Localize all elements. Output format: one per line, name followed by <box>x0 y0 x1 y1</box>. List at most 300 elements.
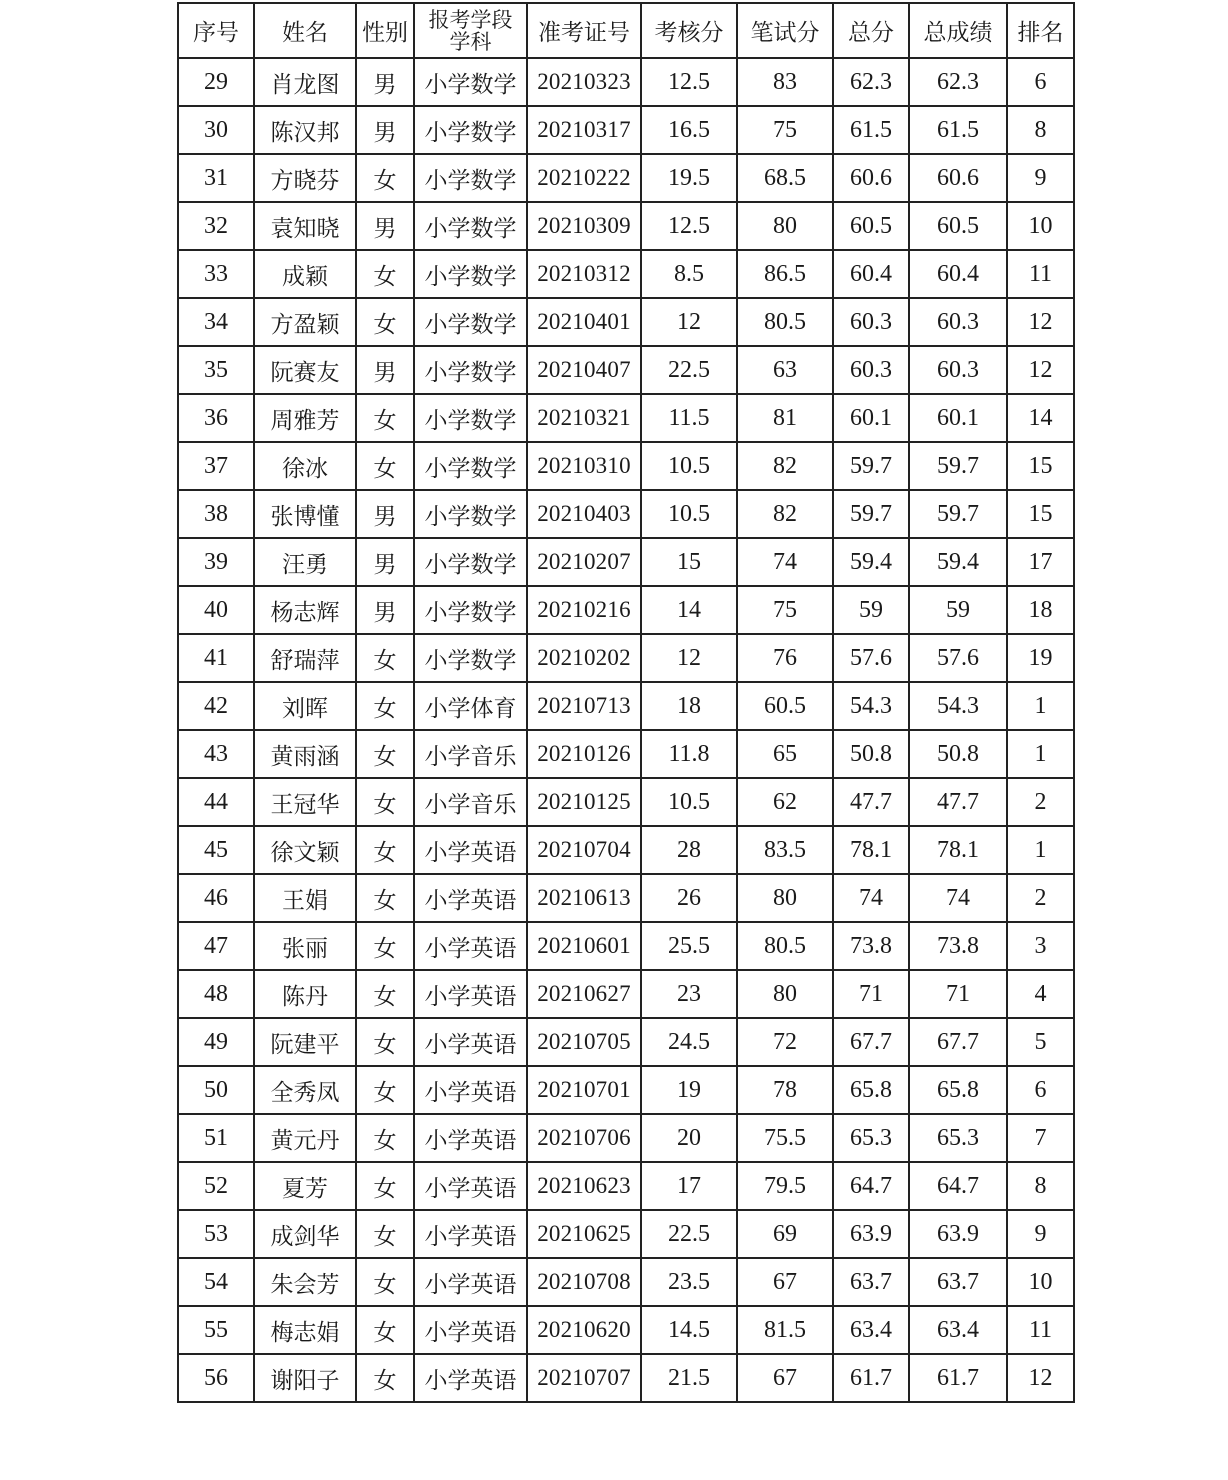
table-row <box>178 202 1074 250</box>
cell-ticket: 20210403 <box>527 490 641 538</box>
cell-assessment: 16.5 <box>641 106 737 154</box>
cell-total: 60.5 <box>833 202 909 250</box>
cell-gender: 女 <box>356 730 414 778</box>
cell-rank: 12 <box>1007 298 1074 346</box>
cell-overall: 60.3 <box>909 346 1007 394</box>
cell-rank: 12 <box>1007 346 1074 394</box>
cell-seq: 41 <box>178 634 254 682</box>
cell-overall: 65.8 <box>909 1066 1007 1114</box>
header-written: 笔试分 <box>737 3 833 58</box>
cell-seq: 40 <box>178 586 254 634</box>
cell-total: 59.7 <box>833 490 909 538</box>
cell-overall: 60.3 <box>909 298 1007 346</box>
cell-seq: 50 <box>178 1066 254 1114</box>
cell-rank: 17 <box>1007 538 1074 586</box>
cell-name: 成颖 <box>254 250 356 298</box>
cell-written: 75 <box>737 106 833 154</box>
cell-seq: 30 <box>178 106 254 154</box>
cell-total: 47.7 <box>833 778 909 826</box>
cell-assessment: 24.5 <box>641 1018 737 1066</box>
cell-gender: 女 <box>356 250 414 298</box>
cell-rank: 15 <box>1007 490 1074 538</box>
cell-subject: 小学英语 <box>414 1258 527 1306</box>
cell-seq: 46 <box>178 874 254 922</box>
cell-assessment: 12.5 <box>641 58 737 106</box>
cell-total: 61.5 <box>833 106 909 154</box>
cell-seq: 52 <box>178 1162 254 1210</box>
cell-gender: 女 <box>356 970 414 1018</box>
cell-name: 黄元丹 <box>254 1114 356 1162</box>
cell-total: 54.3 <box>833 682 909 730</box>
cell-ticket: 20210321 <box>527 394 641 442</box>
cell-rank: 18 <box>1007 586 1074 634</box>
cell-name: 王娟 <box>254 874 356 922</box>
cell-total: 61.7 <box>833 1354 909 1402</box>
cell-ticket: 20210323 <box>527 58 641 106</box>
cell-overall: 47.7 <box>909 778 1007 826</box>
cell-seq: 56 <box>178 1354 254 1402</box>
cell-overall: 60.1 <box>909 394 1007 442</box>
cell-ticket: 20210627 <box>527 970 641 1018</box>
cell-overall: 59.7 <box>909 490 1007 538</box>
cell-written: 60.5 <box>737 682 833 730</box>
cell-gender: 女 <box>356 442 414 490</box>
cell-subject: 小学音乐 <box>414 730 527 778</box>
cell-gender: 女 <box>356 1066 414 1114</box>
cell-written: 82 <box>737 442 833 490</box>
table-row <box>178 1114 1074 1162</box>
cell-total: 63.9 <box>833 1210 909 1258</box>
cell-gender: 女 <box>356 826 414 874</box>
cell-written: 65 <box>737 730 833 778</box>
cell-seq: 42 <box>178 682 254 730</box>
cell-written: 80 <box>737 970 833 1018</box>
cell-name: 王冠华 <box>254 778 356 826</box>
cell-rank: 4 <box>1007 970 1074 1018</box>
cell-total: 64.7 <box>833 1162 909 1210</box>
cell-assessment: 14.5 <box>641 1306 737 1354</box>
table-row <box>178 634 1074 682</box>
cell-rank: 15 <box>1007 442 1074 490</box>
cell-gender: 女 <box>356 1210 414 1258</box>
header-name: 姓名 <box>254 3 356 58</box>
cell-subject: 小学数学 <box>414 634 527 682</box>
cell-name: 袁知晓 <box>254 202 356 250</box>
cell-assessment: 19.5 <box>641 154 737 202</box>
cell-ticket: 20210309 <box>527 202 641 250</box>
cell-overall: 73.8 <box>909 922 1007 970</box>
cell-overall: 63.7 <box>909 1258 1007 1306</box>
cell-subject: 小学数学 <box>414 538 527 586</box>
cell-name: 刘晖 <box>254 682 356 730</box>
cell-total: 57.6 <box>833 634 909 682</box>
cell-gender: 女 <box>356 1306 414 1354</box>
cell-seq: 32 <box>178 202 254 250</box>
cell-gender: 男 <box>356 586 414 634</box>
header-gender: 性别 <box>356 3 414 58</box>
cell-seq: 45 <box>178 826 254 874</box>
cell-written: 67 <box>737 1354 833 1402</box>
cell-seq: 31 <box>178 154 254 202</box>
table-row <box>178 1210 1074 1258</box>
cell-assessment: 15 <box>641 538 737 586</box>
table-row <box>178 58 1074 106</box>
cell-name: 方晓芬 <box>254 154 356 202</box>
cell-overall: 60.6 <box>909 154 1007 202</box>
cell-overall: 65.3 <box>909 1114 1007 1162</box>
cell-rank: 8 <box>1007 106 1074 154</box>
cell-seq: 53 <box>178 1210 254 1258</box>
cell-ticket: 20210707 <box>527 1354 641 1402</box>
cell-seq: 36 <box>178 394 254 442</box>
cell-name: 成剑华 <box>254 1210 356 1258</box>
table-row <box>178 250 1074 298</box>
cell-ticket: 20210126 <box>527 730 641 778</box>
cell-subject: 小学英语 <box>414 1306 527 1354</box>
cell-seq: 55 <box>178 1306 254 1354</box>
cell-assessment: 12.5 <box>641 202 737 250</box>
cell-subject: 小学英语 <box>414 1114 527 1162</box>
cell-subject: 小学数学 <box>414 202 527 250</box>
cell-subject: 小学音乐 <box>414 778 527 826</box>
cell-name: 汪勇 <box>254 538 356 586</box>
cell-written: 62 <box>737 778 833 826</box>
cell-written: 80.5 <box>737 298 833 346</box>
cell-assessment: 23.5 <box>641 1258 737 1306</box>
cell-assessment: 25.5 <box>641 922 737 970</box>
cell-overall: 64.7 <box>909 1162 1007 1210</box>
cell-overall: 61.5 <box>909 106 1007 154</box>
cell-seq: 47 <box>178 922 254 970</box>
cell-subject: 小学数学 <box>414 298 527 346</box>
cell-written: 63 <box>737 346 833 394</box>
cell-overall: 62.3 <box>909 58 1007 106</box>
cell-total: 65.3 <box>833 1114 909 1162</box>
table-row <box>178 1354 1074 1402</box>
score-sheet <box>177 2 1073 1403</box>
header-subject <box>414 3 527 58</box>
cell-total: 50.8 <box>833 730 909 778</box>
cell-overall: 60.5 <box>909 202 1007 250</box>
header-ticket: 准考证号 <box>527 3 641 58</box>
table-row <box>178 970 1074 1018</box>
cell-subject: 小学数学 <box>414 442 527 490</box>
cell-rank: 9 <box>1007 154 1074 202</box>
cell-overall: 63.9 <box>909 1210 1007 1258</box>
cell-gender: 女 <box>356 1018 414 1066</box>
table-body <box>178 58 1074 1402</box>
cell-written: 75 <box>737 586 833 634</box>
cell-name: 周雅芳 <box>254 394 356 442</box>
cell-name: 肖龙图 <box>254 58 356 106</box>
cell-subject: 小学数学 <box>414 394 527 442</box>
cell-assessment: 17 <box>641 1162 737 1210</box>
cell-assessment: 11.8 <box>641 730 737 778</box>
cell-total: 60.4 <box>833 250 909 298</box>
results-table <box>177 2 1075 1403</box>
table-row <box>178 1258 1074 1306</box>
cell-name: 张博懂 <box>254 490 356 538</box>
cell-assessment: 10.5 <box>641 442 737 490</box>
cell-name: 谢阳子 <box>254 1354 356 1402</box>
cell-rank: 8 <box>1007 1162 1074 1210</box>
cell-assessment: 14 <box>641 586 737 634</box>
cell-written: 83 <box>737 58 833 106</box>
cell-seq: 49 <box>178 1018 254 1066</box>
cell-subject: 小学英语 <box>414 1210 527 1258</box>
cell-total: 60.3 <box>833 298 909 346</box>
cell-gender: 女 <box>356 1258 414 1306</box>
cell-written: 76 <box>737 634 833 682</box>
table-row <box>178 394 1074 442</box>
cell-assessment: 28 <box>641 826 737 874</box>
table-row <box>178 730 1074 778</box>
cell-rank: 2 <box>1007 874 1074 922</box>
cell-overall: 50.8 <box>909 730 1007 778</box>
table-row <box>178 922 1074 970</box>
cell-name: 陈丹 <box>254 970 356 1018</box>
cell-subject: 小学英语 <box>414 1162 527 1210</box>
table-row <box>178 538 1074 586</box>
cell-rank: 1 <box>1007 682 1074 730</box>
cell-seq: 37 <box>178 442 254 490</box>
cell-ticket: 20210207 <box>527 538 641 586</box>
cell-written: 83.5 <box>737 826 833 874</box>
cell-rank: 6 <box>1007 58 1074 106</box>
cell-assessment: 12 <box>641 634 737 682</box>
cell-name: 阮建平 <box>254 1018 356 1066</box>
cell-total: 60.3 <box>833 346 909 394</box>
cell-overall: 59.7 <box>909 442 1007 490</box>
cell-ticket: 20210125 <box>527 778 641 826</box>
table-row <box>178 778 1074 826</box>
cell-subject: 小学英语 <box>414 1018 527 1066</box>
cell-ticket: 20210705 <box>527 1018 641 1066</box>
cell-total: 63.4 <box>833 1306 909 1354</box>
cell-ticket: 20210222 <box>527 154 641 202</box>
cell-ticket: 20210601 <box>527 922 641 970</box>
cell-rank: 12 <box>1007 1354 1074 1402</box>
table-row <box>178 298 1074 346</box>
table-row <box>178 1162 1074 1210</box>
cell-gender: 女 <box>356 874 414 922</box>
cell-overall: 67.7 <box>909 1018 1007 1066</box>
cell-seq: 39 <box>178 538 254 586</box>
table-row <box>178 682 1074 730</box>
cell-gender: 男 <box>356 538 414 586</box>
cell-written: 80.5 <box>737 922 833 970</box>
cell-assessment: 22.5 <box>641 346 737 394</box>
cell-seq: 35 <box>178 346 254 394</box>
cell-rank: 5 <box>1007 1018 1074 1066</box>
cell-rank: 6 <box>1007 1066 1074 1114</box>
cell-assessment: 23 <box>641 970 737 1018</box>
cell-total: 67.7 <box>833 1018 909 1066</box>
cell-seq: 43 <box>178 730 254 778</box>
cell-rank: 10 <box>1007 202 1074 250</box>
cell-ticket: 20210202 <box>527 634 641 682</box>
cell-overall: 61.7 <box>909 1354 1007 1402</box>
cell-total: 63.7 <box>833 1258 909 1306</box>
header-overall: 总成绩 <box>909 3 1007 58</box>
cell-name: 徐文颖 <box>254 826 356 874</box>
cell-rank: 1 <box>1007 730 1074 778</box>
cell-name: 黄雨涵 <box>254 730 356 778</box>
cell-name: 阮赛友 <box>254 346 356 394</box>
table-row <box>178 586 1074 634</box>
cell-ticket: 20210704 <box>527 826 641 874</box>
cell-assessment: 18 <box>641 682 737 730</box>
table-row <box>178 826 1074 874</box>
header-rank: 排名 <box>1007 3 1074 58</box>
table-row <box>178 1018 1074 1066</box>
cell-rank: 9 <box>1007 1210 1074 1258</box>
table-row <box>178 490 1074 538</box>
cell-total: 60.1 <box>833 394 909 442</box>
cell-seq: 51 <box>178 1114 254 1162</box>
cell-ticket: 20210317 <box>527 106 641 154</box>
cell-written: 80 <box>737 874 833 922</box>
cell-assessment: 12 <box>641 298 737 346</box>
cell-seq: 34 <box>178 298 254 346</box>
header-subject-line1: 报考学段 <box>428 7 513 32</box>
cell-subject: 小学英语 <box>414 1066 527 1114</box>
cell-gender: 男 <box>356 106 414 154</box>
cell-gender: 女 <box>356 298 414 346</box>
cell-ticket: 20210312 <box>527 250 641 298</box>
cell-subject: 小学数学 <box>414 490 527 538</box>
cell-total: 78.1 <box>833 826 909 874</box>
cell-subject: 小学数学 <box>414 250 527 298</box>
table-row <box>178 1306 1074 1354</box>
cell-overall: 59 <box>909 586 1007 634</box>
header-subject-line2: 学科 <box>449 29 492 54</box>
cell-subject: 小学体育 <box>414 682 527 730</box>
cell-rank: 1 <box>1007 826 1074 874</box>
cell-seq: 54 <box>178 1258 254 1306</box>
cell-assessment: 20 <box>641 1114 737 1162</box>
cell-rank: 3 <box>1007 922 1074 970</box>
table-row <box>178 346 1074 394</box>
cell-subject: 小学英语 <box>414 1354 527 1402</box>
header-total: 总分 <box>833 3 909 58</box>
cell-ticket: 20210613 <box>527 874 641 922</box>
cell-ticket: 20210216 <box>527 586 641 634</box>
cell-gender: 女 <box>356 682 414 730</box>
cell-total: 59.7 <box>833 442 909 490</box>
cell-overall: 57.6 <box>909 634 1007 682</box>
cell-gender: 女 <box>356 1114 414 1162</box>
cell-rank: 2 <box>1007 778 1074 826</box>
cell-seq: 44 <box>178 778 254 826</box>
cell-subject: 小学英语 <box>414 874 527 922</box>
cell-total: 74 <box>833 874 909 922</box>
cell-written: 81 <box>737 394 833 442</box>
cell-rank: 11 <box>1007 250 1074 298</box>
cell-name: 方盈颖 <box>254 298 356 346</box>
cell-ticket: 20210701 <box>527 1066 641 1114</box>
cell-total: 73.8 <box>833 922 909 970</box>
cell-overall: 59.4 <box>909 538 1007 586</box>
cell-ticket: 20210623 <box>527 1162 641 1210</box>
cell-rank: 10 <box>1007 1258 1074 1306</box>
cell-written: 67 <box>737 1258 833 1306</box>
cell-written: 72 <box>737 1018 833 1066</box>
cell-total: 71 <box>833 970 909 1018</box>
cell-written: 82 <box>737 490 833 538</box>
header-seq: 序号 <box>178 3 254 58</box>
cell-gender: 男 <box>356 490 414 538</box>
table-row <box>178 874 1074 922</box>
cell-seq: 48 <box>178 970 254 1018</box>
cell-written: 68.5 <box>737 154 833 202</box>
cell-assessment: 21.5 <box>641 1354 737 1402</box>
cell-gender: 女 <box>356 154 414 202</box>
table-row <box>178 154 1074 202</box>
cell-overall: 78.1 <box>909 826 1007 874</box>
cell-name: 陈汉邦 <box>254 106 356 154</box>
cell-subject: 小学英语 <box>414 826 527 874</box>
cell-subject: 小学英语 <box>414 922 527 970</box>
cell-written: 86.5 <box>737 250 833 298</box>
cell-ticket: 20210407 <box>527 346 641 394</box>
cell-total: 60.6 <box>833 154 909 202</box>
header-row <box>178 3 1074 58</box>
cell-total: 59 <box>833 586 909 634</box>
cell-written: 79.5 <box>737 1162 833 1210</box>
cell-name: 朱会芳 <box>254 1258 356 1306</box>
cell-gender: 男 <box>356 58 414 106</box>
cell-assessment: 10.5 <box>641 778 737 826</box>
cell-assessment: 11.5 <box>641 394 737 442</box>
cell-name: 张丽 <box>254 922 356 970</box>
cell-assessment: 8.5 <box>641 250 737 298</box>
cell-ticket: 20210620 <box>527 1306 641 1354</box>
cell-subject: 小学数学 <box>414 346 527 394</box>
cell-overall: 54.3 <box>909 682 1007 730</box>
cell-subject: 小学英语 <box>414 970 527 1018</box>
cell-gender: 男 <box>356 202 414 250</box>
cell-ticket: 20210310 <box>527 442 641 490</box>
cell-assessment: 22.5 <box>641 1210 737 1258</box>
cell-overall: 71 <box>909 970 1007 1018</box>
cell-subject: 小学数学 <box>414 106 527 154</box>
cell-ticket: 20210401 <box>527 298 641 346</box>
cell-seq: 29 <box>178 58 254 106</box>
cell-gender: 女 <box>356 1354 414 1402</box>
cell-ticket: 20210708 <box>527 1258 641 1306</box>
header-assessment: 考核分 <box>641 3 737 58</box>
cell-written: 75.5 <box>737 1114 833 1162</box>
cell-gender: 女 <box>356 1162 414 1210</box>
cell-gender: 女 <box>356 778 414 826</box>
cell-overall: 74 <box>909 874 1007 922</box>
cell-subject: 小学数学 <box>414 586 527 634</box>
table-row <box>178 442 1074 490</box>
cell-rank: 7 <box>1007 1114 1074 1162</box>
cell-subject: 小学数学 <box>414 58 527 106</box>
cell-seq: 38 <box>178 490 254 538</box>
cell-gender: 女 <box>356 922 414 970</box>
cell-gender: 女 <box>356 394 414 442</box>
cell-ticket: 20210625 <box>527 1210 641 1258</box>
cell-overall: 63.4 <box>909 1306 1007 1354</box>
cell-ticket: 20210706 <box>527 1114 641 1162</box>
cell-gender: 男 <box>356 346 414 394</box>
cell-written: 81.5 <box>737 1306 833 1354</box>
cell-assessment: 19 <box>641 1066 737 1114</box>
table-row <box>178 1066 1074 1114</box>
